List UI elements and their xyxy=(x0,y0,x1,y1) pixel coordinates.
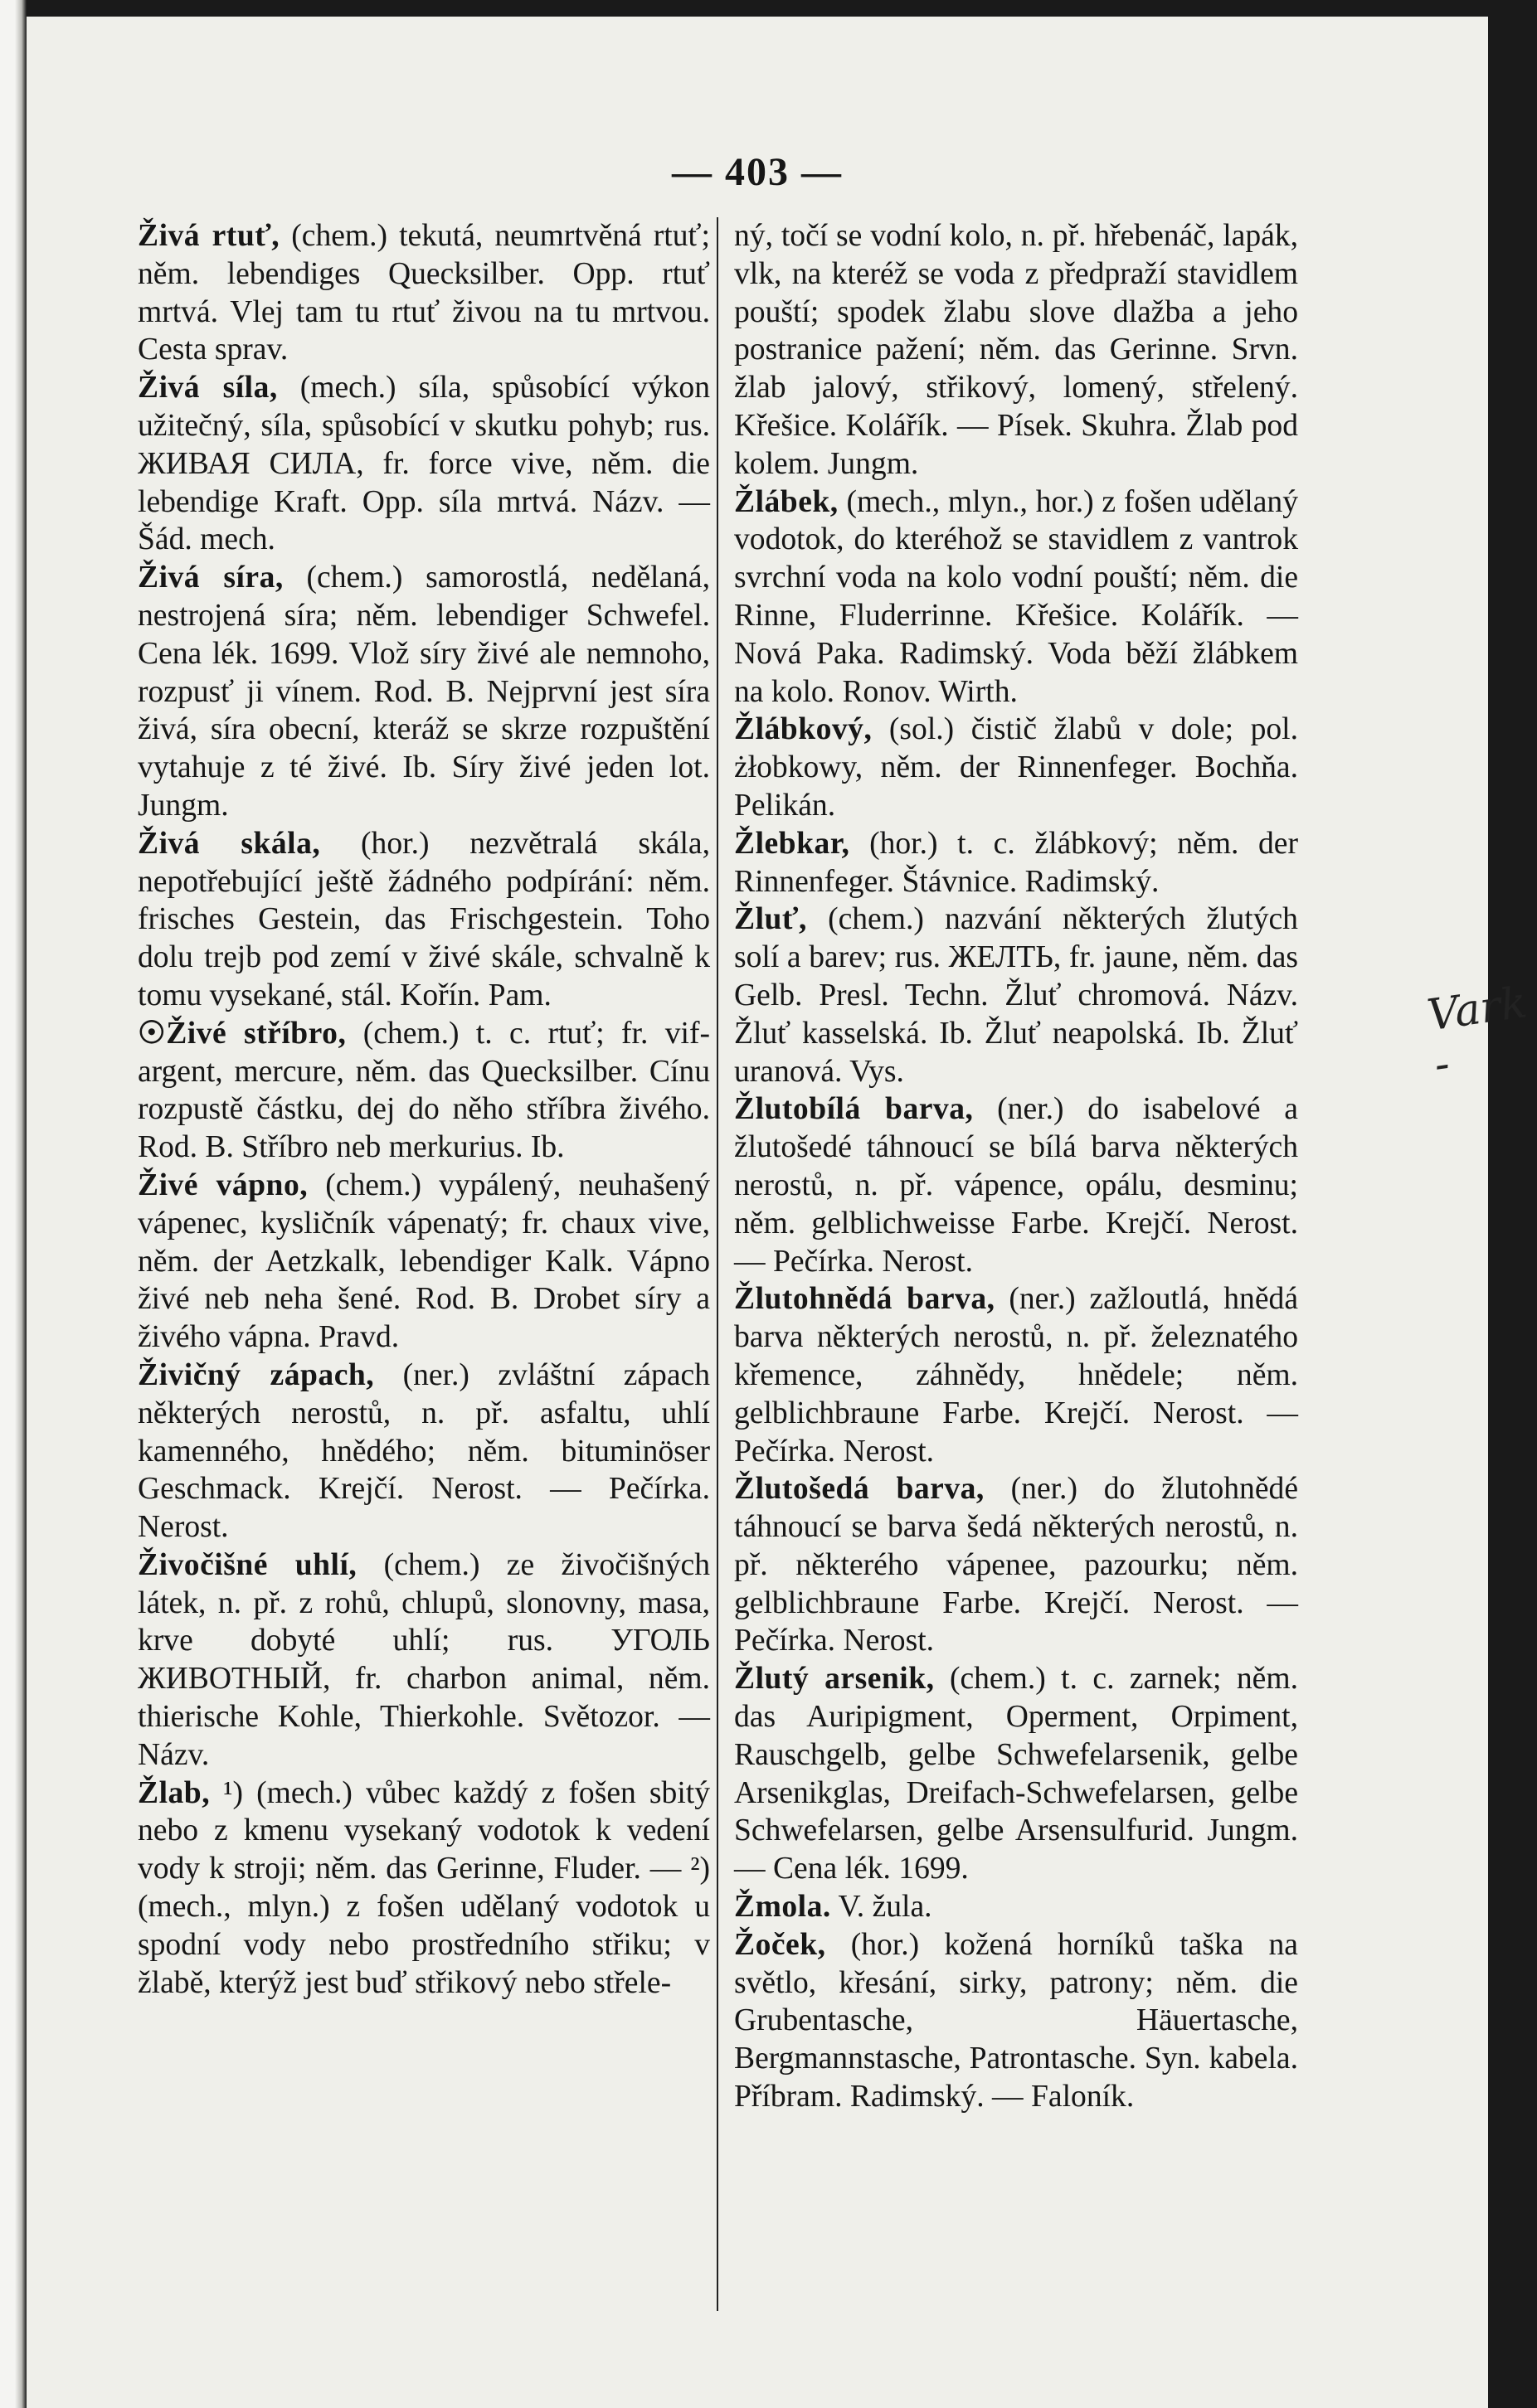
entry-headword: Živá rtuť, xyxy=(138,219,280,253)
entry-text: (mech.) síla, spůsobící výkon užitečný, síla, spůsobící v skutku pohyb; rus. ЖИВАЯ СИЛА, fr. force vive, něm. die lebendige Kraft. Opp. síla mrtvá. Názv. — Šád. mech. xyxy=(138,371,710,557)
handwritten-margin-note: Vark - xyxy=(1424,978,1530,1090)
entry-headword: Žlutošedá barva, xyxy=(734,1472,985,1507)
entry-zlabek xyxy=(734,483,1298,711)
entry-text: (chem.) t. c. zarnek; něm. das Auripigment, Operment, Orpiment, Rauschgelb, gelbe Schwefelarsenik, gelbe Arsenikglas, Dreifach-Schwefelarsen, gelbe Schwefelarsen, gelbe Arsensulfurid. Jungm. — Cena lék. 1699. xyxy=(734,1662,1298,1886)
entry-text: ný, točí se vodní kolo, n. př. hřebenáč, lapák, vlk, na kteréž se voda z předpraží stavidlem pouští; spodek žlabu slove dlažba a jeho postranice pažení; něm. das Gerinne. Srvn. žlab jalový, střikový, lomený, střelený. Křešice. Kolářík. — Písek. Skuhra. Žlab pod kolem. Jungm. xyxy=(734,219,1298,481)
entry-headword: Živá síra, xyxy=(138,561,284,595)
entry-text: (chem.) vypálený, neuhašený vápenec, kysličník vápenatý; fr. chaux vive, něm. der Aetzkalk, lebendiger Kalk. Vápno živé neb neha šené. Rod. B. Drobet síry a živého vápna. Pravd. xyxy=(138,1168,710,1355)
entry-zlutobila-barva xyxy=(734,1090,1298,1280)
entry-zive-vapno xyxy=(138,1167,710,1357)
entry-text: (hor.) kožená horníků taška na světlo, křesání, sirky, patrony; něm. die Grubentasche, Häuertasche, Bergmannstasche, Patrontasche. Syn. kabela. Příbram. Radimský. — Faloník. xyxy=(734,1927,1298,2114)
entry-zocek xyxy=(734,1926,1298,2116)
entry-zlab-continued xyxy=(734,217,1298,483)
entry-headword: Živé vápno, xyxy=(138,1168,309,1202)
entry-headword: Žlábek, xyxy=(734,484,839,519)
entry-zluty-arsenik xyxy=(734,1660,1298,1888)
page-number: — 403 — xyxy=(672,150,843,194)
page-edge-shadow xyxy=(0,0,27,2408)
entry-headword: Živočišné uhlí, xyxy=(138,1547,357,1582)
entry-zlebkar xyxy=(734,825,1298,901)
entry-zivocisne-uhli xyxy=(138,1546,710,1774)
entry-headword: Živá síla, xyxy=(138,371,278,405)
entry-zlutoseda-barva xyxy=(734,1470,1298,1660)
entry-ziva-sira xyxy=(138,559,710,825)
entry-text: (chem.) t. c. rtuť; fr. vif-argent, mercure, něm. das Quecksilber. Cínu rozpustě částku, dej do něho stříbra živého. Rod. B. Stříbro neb merkurius. Ib. xyxy=(138,1016,710,1165)
entry-text: (hor.) t. c. žlábkový; něm. der Rinnenfeger. Štávnice. Radimský. xyxy=(734,826,1298,899)
entry-ziva-sila xyxy=(138,369,710,559)
entry-zivicny-zapach xyxy=(138,1357,710,1546)
entry-headword: Žlutohnědá barva, xyxy=(734,1282,995,1317)
entry-text: (chem.) ze živočišných látek, n. př. z rohů, chlupů, slonovny, masa, krve dobyté uhlí; rus. УГОЛЬ ЖИВОТНЫЙ, fr. charbon animal, něm. thierische Kohle, Thierkohle. Světozor. — Názv. xyxy=(138,1547,710,1772)
entry-headword: Žlebkar, xyxy=(734,826,850,861)
entry-headword: Živá skála, xyxy=(138,826,321,861)
entry-text: (ner.) do žlutohnědé táhnoucí se barva šedá některých nerostů, n. př. některého vápenee, pazourku; něm. gelblichbraune Farbe. Krejčí. Nerost. — Pečírka. Nerost. xyxy=(734,1472,1298,1658)
entry-text: (ner.) do isabelové a žlutošedé táhnoucí se bílá barva některých nerostů, n. př. vápence, opálu, desminu; něm. gelblichweisse Farbe. Krejčí. Nerost. — Pečírka. Nerost. xyxy=(734,1092,1298,1279)
entry-text: V. žula. xyxy=(838,1890,932,1925)
entry-text: (mech., mlyn., hor.) z fošen udělaný vodotok, do kteréhož se stavidlem z vantrok svrchní voda na kolo vodní pouští; něm. die Rinne, Fluderrinne. Křešice. Kolářík. — Nová Paka. Radimský. Voda běží žlábkem na kolo. Ronov. Wirth. xyxy=(734,484,1298,709)
entry-headword: Žlutobílá barva, xyxy=(734,1092,974,1127)
entry-headword: Žmola. xyxy=(734,1890,831,1925)
entry-zive-stribro xyxy=(138,1015,710,1167)
entry-headword: Žlábkový, xyxy=(734,712,873,747)
entry-ziva-skala xyxy=(138,825,710,1015)
entry-zmola xyxy=(734,1888,1298,1926)
entry-text: (ner.) zažloutlá, hnědá barva některých nerostů, n. př. železnatého křemence, záhnědy, hnědele; něm. gelblichbraune Farbe. Krejčí. Nerost. — Pečírka. Nerost. xyxy=(734,1282,1298,1469)
entry-text: (chem.) tekutá, neumrtvěná rtuť; něm. lebendiges Quecksilber. Opp. rtuť mrtvá. Vlej tam tu rtuť živou na tu mrtvou. Cesta sprav. xyxy=(138,219,710,367)
entry-text: (chem.) samorostlá, nedělaná, nestrojená síra; něm. lebendiger Schwefel. Cena lék. 1699. Vlož síry živé ale nemnoho, rozpusť ji vínem. Rod. B. Nejprvní jest síra živá, síra obecní, kteráž se skrze rozpuštění vytahuje z té živé. Ib. Síry živé jeden lot. Jungm. xyxy=(138,561,710,823)
entry-headword: Žoček, xyxy=(734,1927,826,1962)
entry-headword: Žluť, xyxy=(734,902,807,937)
entry-zlutohneda-barva xyxy=(734,1280,1298,1470)
entry-text: ¹) (mech.) vůbec každý z fošen sbitý nebo z kmenu vysekaný vodotok k vedení vody k stroji; něm. das Gerinne, Fluder. — ²) (mech., mlyn.) z fošen udělaný vodotok u spodní vody nebo prostředního střiku; v žlabě, kterýž jest buď střikový nebo střele- xyxy=(138,1775,710,2000)
entry-text: (ner.) zvláštní zápach některých nerostů, n. př. asfaltu, uhlí kamenného, hnědého; něm. bituminöser Geschmack. Krejčí. Nerost. — Pečírka. Nerost. xyxy=(138,1357,710,1545)
entry-zlut xyxy=(734,901,1298,1090)
entry-zlabkovy xyxy=(734,711,1298,824)
entry-headword: Živičný zápach, xyxy=(138,1357,375,1392)
column-divider xyxy=(717,217,718,2311)
entry-headword: Žlab, xyxy=(138,1775,211,1810)
left-column xyxy=(138,217,710,2002)
entry-text: (sol.) čistič žlabů v dole; pol. żłobkowy, něm. der Rinnenfeger. Bochňa. Pelikán. xyxy=(734,712,1298,823)
entry-ziva-rtut xyxy=(138,217,710,369)
entry-text: (hor.) nezvětralá skála, nepotřebující ještě žádného podpírání: něm. frisches Gestein, das Frischgestein. Toho dolu trejb pod zemí v živé skále, schvalně k tomu vysekané, stál. Kořín. Pam. xyxy=(138,826,710,1012)
entry-headword: Žlutý arsenik, xyxy=(734,1662,935,1697)
right-column xyxy=(734,217,1298,2116)
entry-zlab xyxy=(138,1774,710,2003)
entry-headword: ☉Živé stříbro, xyxy=(138,1016,347,1051)
entry-text: (chem.) nazvání některých žlutých solí a barev; rus. ЖЕЛТЬ, fr. jaune, něm. das Gelb. Presl. Techn. Žluť chromová. Názv. Žluť kasselská. Ib. Žluť neapolská. Ib. Žluť uranová. Vys. xyxy=(734,902,1298,1089)
